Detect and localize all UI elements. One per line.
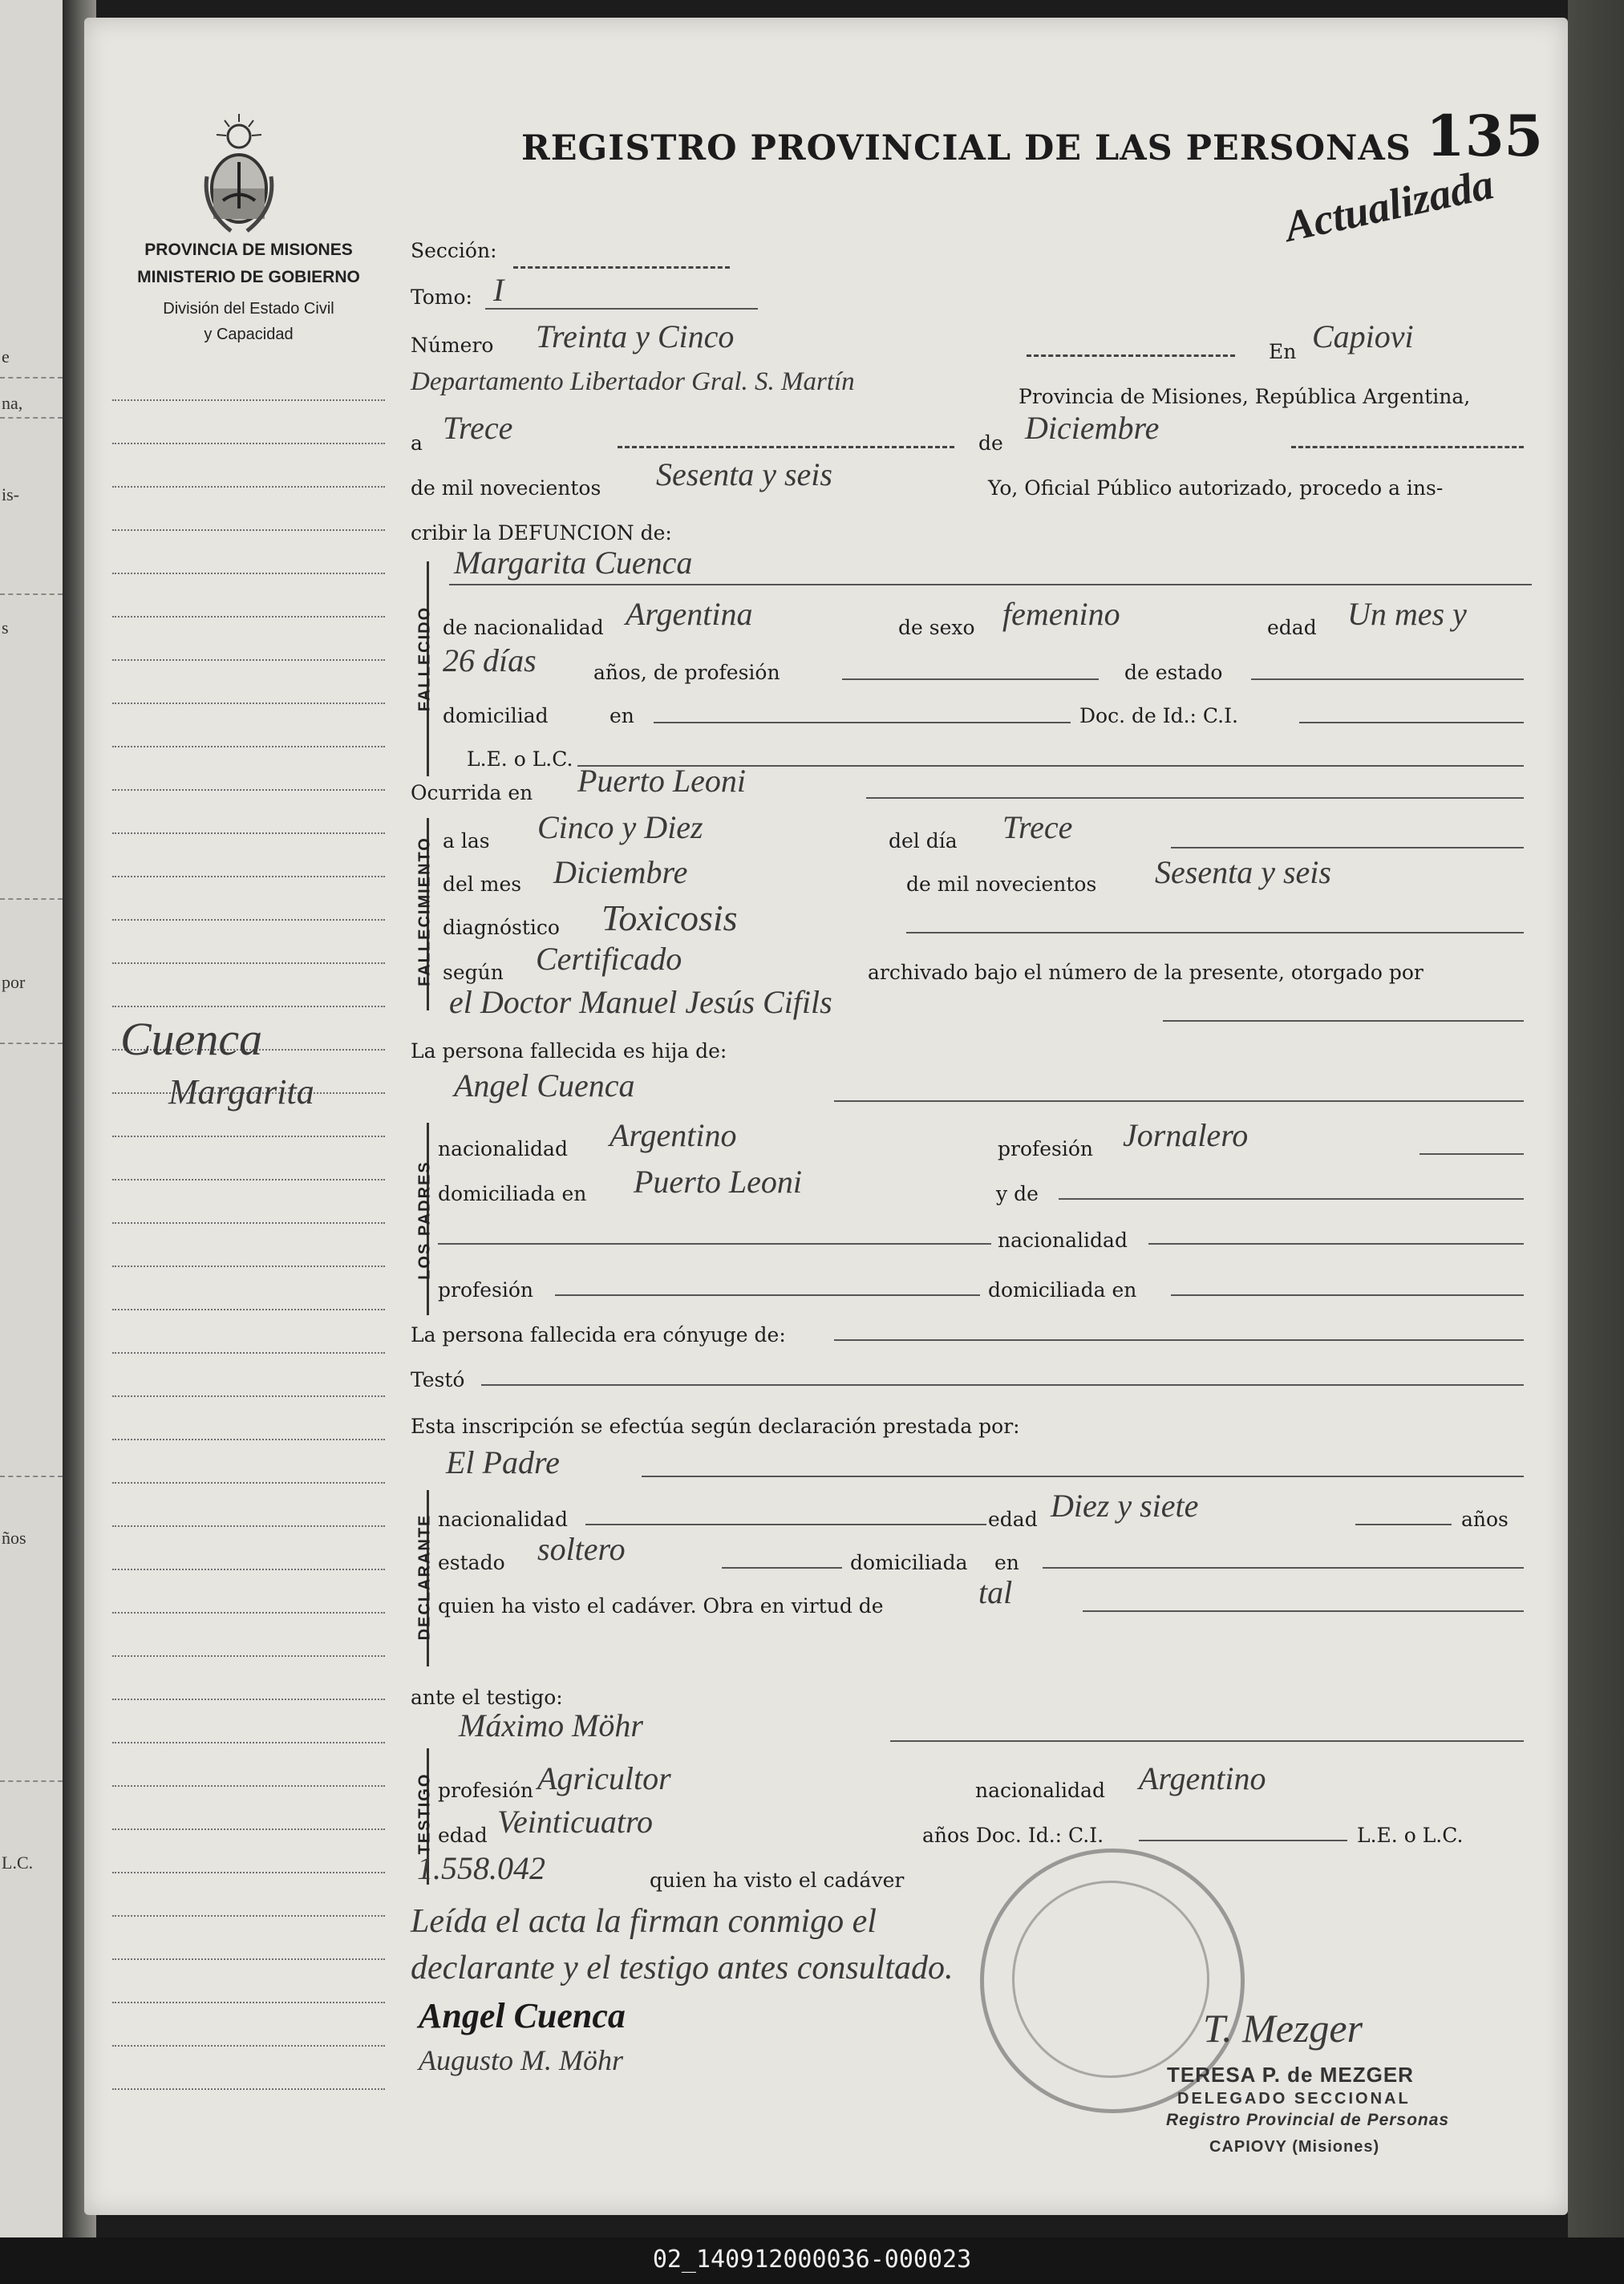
anios-profesion-label: años, de profesión [593, 661, 780, 684]
province-heading: PROVINCIA DE MISIONES [144, 241, 353, 259]
testigo-visto-text: quien ha visto el cadáver [650, 1869, 905, 1892]
testigo-documento-value: 1.558.042 [417, 1850, 545, 1886]
diagnostico-label: diagnóstico [443, 916, 560, 939]
domiciliad-label: domiciliad [443, 704, 549, 727]
anio-value: Sesenta y seis [656, 456, 832, 492]
a-las-label: a las [443, 829, 490, 852]
doc-label: Doc. de Id.: C.I. [1079, 704, 1238, 727]
declarante-virtud-value: tal [978, 1574, 1013, 1610]
edad-value-2: 26 días [443, 642, 537, 678]
left-page-fragment: s [2, 618, 9, 638]
stamp-role: DELEGADO SECCIONAL [1177, 2090, 1411, 2108]
hora-value: Cinco y Diez [537, 809, 703, 845]
testigo-edad-value: Veinticuatro [497, 1804, 654, 1840]
le-label: L.E. o L.C. [467, 747, 573, 771]
testigo-anios-doc-label: años Doc. Id.: C.I. [922, 1824, 1104, 1847]
fallecimiento-dia-value: Trece [1002, 809, 1073, 845]
fallecido-section-label: FALLECIDO [415, 605, 434, 712]
testo-label: Testó [411, 1368, 465, 1391]
en-label: En [1269, 340, 1297, 363]
left-page-fragment: is- [2, 484, 19, 504]
declarante-nombre: El Padre [446, 1444, 560, 1480]
margin-note-given-name: Margarita [168, 1072, 314, 1112]
declarante-edad-value: Diez y siete [1051, 1488, 1199, 1524]
ocurrida-value: Puerto Leoni [577, 763, 746, 799]
annotation-actualizada: Actualizada [1280, 160, 1498, 251]
declarante-nacionalidad-label: nacionalidad [438, 1508, 568, 1531]
fallecimiento-anio-value: Sesenta y seis [1155, 854, 1331, 890]
madre-nacionalidad-label: nacionalidad [998, 1229, 1128, 1252]
archivado-text: archivado bajo el número de la presente, otorgado por [868, 961, 1424, 984]
de-label: de [978, 431, 1003, 455]
estado-label: de estado [1124, 661, 1223, 684]
del-mes-label: del mes [443, 873, 522, 896]
declarante-section-label: DECLARANTE [415, 1513, 434, 1641]
mes-value: Diciembre [1025, 410, 1160, 446]
left-page-fragment: na, [2, 393, 23, 413]
declarante-visto-text: quien ha visto el cadáver. Obra en virtud de [438, 1594, 884, 1618]
del-dia-label: del día [889, 829, 958, 852]
stamp-office: Registro Provincial de Personas [1166, 2111, 1450, 2129]
testigo-profesion-label: profesión [438, 1779, 534, 1802]
folio-number: 135 [1426, 103, 1544, 169]
coat-of-arms-icon [199, 112, 279, 237]
departamento-value: Departamento Libertador Gral. S. Martín [411, 367, 855, 396]
signature-oficial: T. Mezger [1203, 2006, 1363, 2051]
inscripcion-text: Esta inscripción se efectúa según declaración prestada por: [411, 1415, 1020, 1438]
left-page-edge [0, 0, 63, 2237]
fallecimiento-mes-value: Diciembre [553, 854, 688, 890]
ocurrida-label: Ocurrida en [411, 781, 533, 804]
fallecido-nombre: Margarita Cuenca [454, 545, 693, 581]
testigo-nacionalidad-value: Argentino [1139, 1760, 1266, 1796]
segun-label: según [443, 961, 504, 984]
madre-profesion-label: profesión [438, 1278, 534, 1302]
tomo-value: I [493, 272, 504, 308]
inscribir-text: cribir la DEFUNCION de: [411, 521, 672, 545]
closing-line-2: declarante y el testigo antes consultado. [411, 1950, 954, 1986]
left-page-fragment: L.C. [2, 1853, 34, 1873]
fallecimiento-mil-label: de mil novecientos [906, 873, 1097, 896]
edad-label: edad [1267, 616, 1317, 639]
page-title: REGISTRO PROVINCIAL DE LAS PERSONAS [521, 128, 1411, 168]
closing-line-1: Leída el acta la firman conmigo el [411, 1903, 877, 1940]
padres-profesion-label: profesión [998, 1137, 1094, 1160]
ministry-heading: MINISTERIO DE GOBIERNO [137, 268, 360, 286]
a-label: a [411, 431, 423, 455]
segun-value: Certificado [536, 941, 682, 977]
testigo-profesion-value: Agricultor [537, 1760, 671, 1796]
margin-note-surname: Cuenca [120, 1013, 263, 1065]
dia-value: Trece [443, 410, 513, 446]
testigo-le-label: L.E. o L.C. [1357, 1824, 1464, 1847]
padre-domicilio-value: Puerto Leoni [634, 1164, 802, 1200]
declarante-domiciliada-label: domiciliada [850, 1551, 968, 1574]
diagnostico-value: Toxicosis [601, 897, 738, 938]
lugar-value: Capiovi [1312, 318, 1414, 354]
division-heading: División del Estado Civil [163, 300, 334, 318]
testigo-edad-label: edad [438, 1824, 488, 1847]
declarante-en-label: en [994, 1551, 1019, 1574]
declarante-estado-value: soltero [537, 1531, 626, 1567]
edad-value: Un mes y [1347, 596, 1467, 632]
declarante-estado-label: estado [438, 1551, 505, 1574]
declarante-anios-label: años [1461, 1508, 1509, 1531]
ante-testigo-text: ante el testigo: [411, 1686, 563, 1709]
stamp-name: TERESA P. de MEZGER [1167, 2063, 1414, 2087]
signature-declarante: Angel Cuenca [419, 1996, 626, 2035]
hija-text: La persona fallecida es hija de: [411, 1039, 727, 1063]
stamp-place: CAPIOVY (Misiones) [1209, 2138, 1380, 2156]
provincia-text: Provincia de Misiones, República Argentina, [1019, 385, 1471, 408]
y-de-label: y de [996, 1182, 1039, 1205]
padres-nacionalidad-label: nacionalidad [438, 1137, 568, 1160]
book-cover-edge [1568, 0, 1624, 2237]
numero-value: Treinta y Cinco [536, 318, 735, 354]
left-page-fragment: por [2, 972, 26, 992]
padres-domiciliada-label: domiciliada en [438, 1182, 587, 1205]
declarante-edad-label: edad [988, 1508, 1038, 1531]
signature-testigo: Augusto M. Möhr [419, 2044, 623, 2076]
fallecido-nacionalidad-label: de nacionalidad [443, 616, 604, 639]
medico-value: el Doctor Manuel Jesús Cifils [449, 984, 832, 1020]
division-heading-2: y Capacidad [204, 326, 294, 343]
left-page-fragment: ños [2, 1528, 26, 1548]
testigo-nacionalidad-label: nacionalidad [975, 1779, 1105, 1802]
testigo-section-label: TESTIGO [415, 1772, 434, 1855]
fallecido-en-label: en [610, 704, 634, 727]
fallecimiento-section-label: FALLECIMIENTO [415, 836, 434, 986]
tomo-label: Tomo: [411, 286, 472, 309]
file-id-label: 02_140912000036-000023 [652, 2246, 972, 2274]
sexo-value: femenino [1002, 596, 1120, 632]
fallecido-nacionalidad-value: Argentina [626, 596, 753, 632]
left-page-fragment: e [2, 346, 10, 366]
testigo-nombre: Máximo Möhr [459, 1707, 643, 1743]
padre-nacionalidad-value: Argentino [610, 1117, 737, 1153]
madre-domiciliada-label: domiciliada en [988, 1278, 1137, 1302]
padres-section-label: LOS PADRES [415, 1160, 434, 1280]
numero-label: Número [411, 334, 494, 357]
oficial-text: Yo, Oficial Público autorizado, procedo a ins- [988, 476, 1444, 500]
seccion-label: Sección: [411, 239, 497, 262]
conyuge-text: La persona fallecida era cónyuge de: [411, 1323, 786, 1347]
padre-profesion-value: Jornalero [1123, 1117, 1249, 1153]
official-seal-inner-ring [1012, 1881, 1209, 2078]
padre-nombre: Angel Cuenca [454, 1067, 635, 1104]
mil-label: de mil novecientos [411, 476, 601, 500]
sexo-label: de sexo [898, 616, 975, 639]
